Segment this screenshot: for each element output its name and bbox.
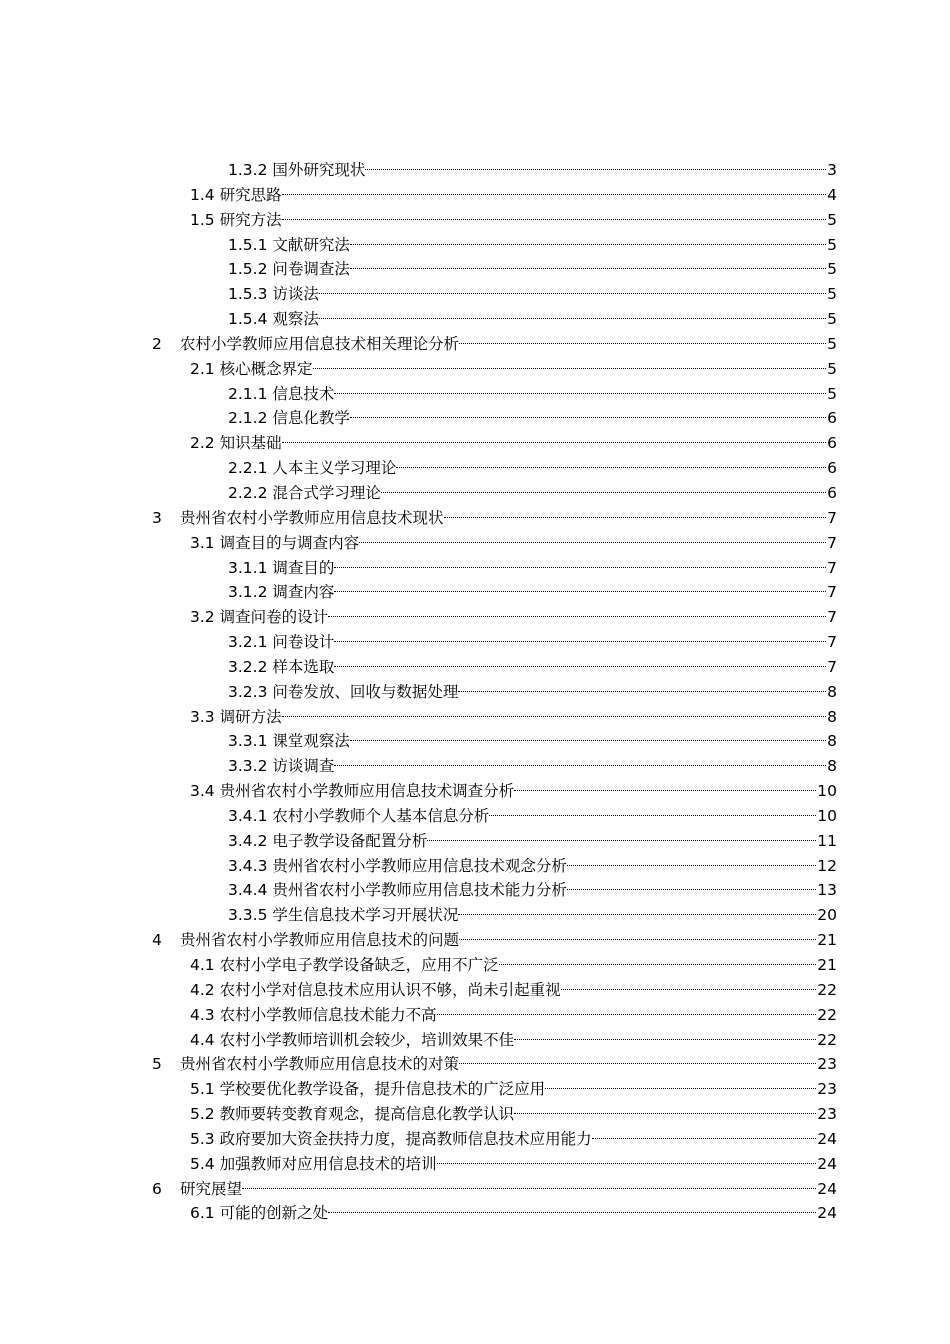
- dot-leader: [350, 740, 826, 741]
- toc-entry-line: [228, 307, 837, 332]
- toc-entry[interactable]: [0, 208, 950, 233]
- toc-entry[interactable]: [0, 953, 950, 978]
- toc-entry-title: 3.3 调研方法: [190, 707, 282, 726]
- toc-entry-line: [228, 233, 837, 258]
- toc-entry-line: [190, 183, 837, 208]
- toc-entry-line: [228, 655, 837, 680]
- toc-entry-line: [228, 829, 837, 854]
- toc-entry-line: [190, 1152, 837, 1177]
- toc-entry[interactable]: [0, 1028, 950, 1053]
- toc-page-number: 8: [827, 757, 837, 776]
- toc-entry-line: [228, 903, 837, 928]
- toc-page-number: 7: [827, 657, 837, 676]
- toc-entry-line: [228, 158, 837, 183]
- toc-page-number: 12: [817, 856, 837, 875]
- toc-entry-title: 2.2.1 人本主义学习理论: [228, 459, 397, 478]
- toc-entry-title: 5.2 教师要转变教育观念，提高信息化教学认识: [190, 1105, 515, 1124]
- dot-leader: [365, 169, 826, 170]
- toc-entry-title: 3.1 调查目的与调查内容: [190, 533, 360, 552]
- dot-leader: [459, 1063, 816, 1064]
- toc-page-number: 3: [827, 161, 837, 179]
- toc-chapter-number: 2: [152, 334, 162, 353]
- toc-entry[interactable]: [0, 705, 950, 730]
- dot-leader: [282, 194, 827, 195]
- toc-entry-title: 农村小学教师应用信息技术相关理论分析: [180, 334, 460, 353]
- toc-page-number: 24: [817, 1204, 837, 1223]
- toc-entry[interactable]: [0, 481, 950, 506]
- toc-entry-line: [228, 630, 837, 655]
- toc-entry-line: [228, 729, 837, 754]
- toc-page-number: 5: [827, 260, 837, 279]
- toc-entry[interactable]: [0, 1201, 950, 1226]
- toc-entry-title: 3.2 调查问卷的设计: [190, 608, 329, 627]
- toc-entry-title: 5.3 政府要加大资金扶持力度，提高教师信息技术应用能力: [190, 1129, 592, 1148]
- toc-entry-title: 2.2 知识基础: [190, 434, 282, 453]
- toc-page-number: 6: [827, 409, 837, 428]
- toc-entry-line: [190, 1201, 837, 1226]
- toc-entry-title: 4.2 农村小学对信息技术应用认识不够，尚未引起重视: [190, 980, 561, 999]
- toc-entry[interactable]: [0, 158, 950, 183]
- toc-chapter-number: 4: [152, 931, 162, 950]
- toc-entry-title: 贵州省农村小学教师应用信息技术现状: [180, 508, 444, 527]
- toc-entry-line: [190, 431, 837, 456]
- toc-entry-line: [180, 1177, 837, 1202]
- toc-entry-line: [228, 680, 837, 705]
- toc-entry[interactable]: [0, 903, 950, 928]
- toc-entry[interactable]: [0, 233, 950, 258]
- toc-entry[interactable]: [0, 1003, 950, 1028]
- dot-leader: [334, 393, 826, 394]
- toc-page-number: 23: [817, 1055, 837, 1074]
- toc-page-number: 8: [827, 707, 837, 726]
- toc-page-number: 21: [817, 956, 837, 974]
- toc-entry-title: 研究展望: [180, 1179, 243, 1198]
- toc-entry[interactable]: [0, 456, 950, 481]
- toc-entry[interactable]: [0, 1052, 950, 1077]
- toc-entry-title: 4.4 农村小学教师培训机会较少，培训效果不佳: [190, 1030, 515, 1049]
- dot-leader: [458, 914, 816, 915]
- toc-page-number: 5: [827, 210, 837, 229]
- toc-page-number: 7: [827, 508, 837, 527]
- dot-leader: [350, 244, 826, 245]
- toc-entry-line: [228, 382, 837, 407]
- toc-page-number: 24: [817, 1154, 837, 1173]
- toc-entry[interactable]: [0, 928, 950, 953]
- toc-entry-line: [190, 605, 837, 630]
- toc-entry-line: [180, 1052, 837, 1077]
- dot-leader: [396, 467, 826, 468]
- dot-leader: [319, 293, 826, 294]
- toc-entry-title: 2.1.1 信息技术: [228, 384, 335, 403]
- toc-entry-title: 3.1.2 调查内容: [228, 583, 335, 602]
- dot-leader: [567, 865, 816, 866]
- toc-entry-title: 5.4 加强教师对应用信息技术的培训: [190, 1154, 437, 1173]
- toc-entry[interactable]: [0, 531, 950, 556]
- toc-entry-line: [228, 282, 837, 307]
- toc-entry-title: 3.3.2 访谈调查: [228, 757, 335, 776]
- toc-page-number: 4: [827, 185, 837, 204]
- toc-entry-line: [190, 1028, 837, 1053]
- toc-page-number: 23: [817, 1105, 837, 1124]
- dot-leader: [592, 1138, 817, 1139]
- toc-entry[interactable]: [0, 1177, 950, 1202]
- toc-entry-title: 3.2.1 问卷设计: [228, 633, 335, 652]
- toc-entry-line: [180, 928, 837, 953]
- toc-chapter-number: 5: [152, 1055, 162, 1074]
- toc-entry[interactable]: [0, 630, 950, 655]
- toc-page-number: 7: [827, 533, 837, 552]
- toc-page-number: 5: [827, 310, 837, 329]
- toc-page-number: 6: [827, 459, 837, 478]
- toc-entry-title: 1.4 研究思路: [190, 185, 282, 204]
- toc-entry-line: [228, 481, 837, 506]
- toc-page-number: 23: [817, 1080, 837, 1099]
- toc-entry-line: [228, 456, 837, 481]
- toc-entry-line: [228, 804, 837, 829]
- dot-leader: [319, 318, 826, 319]
- toc-page-number: 22: [817, 1005, 837, 1024]
- toc-page-number: 7: [827, 558, 837, 577]
- toc-entry[interactable]: [0, 829, 950, 854]
- toc-entry[interactable]: [0, 257, 950, 282]
- toc-entry-title: 3.4.2 电子教学设备配置分析: [228, 831, 428, 850]
- dot-leader: [242, 1188, 816, 1189]
- toc-entry[interactable]: [0, 1102, 950, 1127]
- toc-page-number: 5: [827, 384, 837, 403]
- dot-leader: [313, 368, 827, 369]
- toc-entry-title: 2.2.2 混合式学习理论: [228, 483, 381, 502]
- dot-leader: [499, 964, 817, 965]
- toc-entry-line: [190, 1003, 837, 1028]
- toc-page-number: 7: [827, 608, 837, 627]
- toc-entry-line: [228, 556, 837, 581]
- toc-entry-title: 6.1 可能的创新之处: [190, 1204, 329, 1223]
- toc-entry-line: [190, 1077, 837, 1102]
- dot-leader: [459, 343, 826, 344]
- toc-entry-title: 4.1 农村小学电子教学设备缺乏，应用不广泛: [190, 956, 499, 974]
- dot-leader: [381, 492, 826, 493]
- dot-leader: [437, 1014, 817, 1015]
- toc-page-number: 8: [827, 732, 837, 751]
- toc-entry-title: 1.5.1 文献研究法: [228, 235, 350, 254]
- toc-entry-title: 3.3.1 课堂观察法: [228, 732, 350, 751]
- toc-entry-title: 5.1 学校要优化教学设备，提升信息技术的广泛应用: [190, 1080, 546, 1099]
- toc-entry[interactable]: [0, 804, 950, 829]
- dot-leader: [334, 591, 826, 592]
- toc-entry-line: [228, 257, 837, 282]
- toc-entry-title: 贵州省农村小学教师应用信息技术的对策: [180, 1055, 460, 1074]
- toc-entry[interactable]: [0, 506, 950, 531]
- toc-entry-title: 3.2.2 样本选取: [228, 657, 335, 676]
- toc-page-number: 22: [817, 1030, 837, 1049]
- toc-page-number: 20: [817, 906, 837, 925]
- toc-entry[interactable]: [0, 854, 950, 879]
- toc-entry-line: [228, 580, 837, 605]
- toc-entry-line: [190, 357, 837, 382]
- dot-leader: [561, 989, 817, 990]
- dot-leader: [282, 716, 827, 717]
- toc-entry[interactable]: [0, 580, 950, 605]
- toc-entry[interactable]: [0, 183, 950, 208]
- toc-entry-title: 4.3 农村小学教师信息技术能力不高: [190, 1005, 437, 1024]
- toc-entry[interactable]: [0, 431, 950, 456]
- dot-leader: [514, 1113, 816, 1114]
- dot-leader: [489, 815, 816, 816]
- dot-leader: [282, 219, 827, 220]
- toc-entry[interactable]: [0, 680, 950, 705]
- toc-entry-title: 3.4.4 贵州省农村小学教师应用信息技术能力分析: [228, 881, 567, 900]
- toc-entry-line: [228, 854, 837, 879]
- dot-leader: [350, 268, 826, 269]
- dot-leader: [334, 641, 826, 642]
- dot-leader: [334, 666, 826, 667]
- dot-leader: [437, 1163, 817, 1164]
- toc-page-number: 5: [827, 334, 837, 353]
- toc-page-number: 6: [827, 434, 837, 453]
- toc-entry-title: 3.4.3 贵州省农村小学教师应用信息技术观念分析: [228, 856, 567, 875]
- toc-entry-title: 1.5.3 访谈法: [228, 285, 319, 304]
- toc-entry[interactable]: [0, 382, 950, 407]
- toc-page-number: 22: [817, 980, 837, 999]
- toc-entry-line: [190, 953, 837, 978]
- toc-entry-line: [228, 878, 837, 903]
- toc-entry-title: 3.4.1 农村小学教师个人基本信息分析: [228, 806, 490, 825]
- toc-entry-line: [228, 754, 837, 779]
- toc-page-number: 5: [827, 285, 837, 304]
- toc-entry[interactable]: [0, 556, 950, 581]
- toc-chapter-number: 3: [152, 508, 162, 527]
- dot-leader: [458, 691, 826, 692]
- toc-page-number: 6: [827, 483, 837, 502]
- dot-leader: [282, 442, 827, 443]
- toc-entry-title: 1.3.2 国外研究现状: [228, 161, 366, 179]
- toc-entry-title: 2.1.2 信息化教学: [228, 409, 350, 428]
- toc-page-number: 5: [827, 235, 837, 254]
- dot-leader: [444, 517, 827, 518]
- toc-entry-line: [180, 332, 837, 357]
- toc-page-number: 21: [817, 931, 837, 950]
- dot-leader: [328, 1212, 816, 1213]
- toc-entry[interactable]: [0, 754, 950, 779]
- toc-entry-title: 3.3.5 学生信息技术学习开展状况: [228, 906, 459, 925]
- toc-entry-title: 3.2.3 问卷发放、回收与数据处理: [228, 682, 459, 701]
- toc-page-number: 7: [827, 583, 837, 602]
- toc-entry-title: 1.5.4 观察法: [228, 310, 319, 329]
- toc-entry[interactable]: [0, 357, 950, 382]
- dot-leader: [514, 1039, 816, 1040]
- toc-entry-title: 1.5.2 问卷调查法: [228, 260, 350, 279]
- dot-leader: [334, 765, 826, 766]
- dot-leader: [334, 567, 826, 568]
- toc-entry[interactable]: [0, 729, 950, 754]
- toc-entry-title: 贵州省农村小学教师应用信息技术的问题: [180, 931, 460, 950]
- toc-entry-title: 3.4 贵州省农村小学教师应用信息技术调查分析: [190, 782, 515, 801]
- toc-entry-line: [190, 978, 837, 1003]
- toc-page-number: 7: [827, 633, 837, 652]
- toc-entry-line: [190, 531, 837, 556]
- toc-entry-line: [228, 406, 837, 431]
- toc-entry[interactable]: [0, 307, 950, 332]
- dot-leader: [514, 790, 816, 791]
- toc-page-number: 8: [827, 682, 837, 701]
- toc-page-number: 10: [817, 806, 837, 825]
- toc-entry[interactable]: [0, 1152, 950, 1177]
- toc-entry[interactable]: [0, 332, 950, 357]
- toc-page-number: 11: [817, 831, 837, 850]
- toc-entry-line: [190, 1127, 837, 1152]
- toc-entry-line: [190, 208, 837, 233]
- dot-leader: [328, 616, 826, 617]
- toc-chapter-number: 6: [152, 1179, 162, 1198]
- toc-entry[interactable]: [0, 1127, 950, 1152]
- toc-entry[interactable]: [0, 779, 950, 804]
- toc-entry-line: [190, 705, 837, 730]
- toc-page-number: 24: [817, 1179, 837, 1198]
- toc-entry[interactable]: [0, 406, 950, 431]
- dot-leader: [567, 889, 816, 890]
- dot-leader: [545, 1088, 816, 1089]
- toc-page-number: 13: [817, 881, 837, 900]
- toc-page-number: 24: [817, 1129, 837, 1148]
- toc-entry-line: [190, 779, 837, 804]
- toc-entry[interactable]: [0, 878, 950, 903]
- toc-page-number: 10: [817, 782, 837, 801]
- toc-entry-line: [180, 506, 837, 531]
- table-of-contents: [0, 158, 950, 1226]
- dot-leader: [459, 939, 816, 940]
- toc-entry[interactable]: [0, 978, 950, 1003]
- toc-entry-line: [190, 1102, 837, 1127]
- toc-entry[interactable]: [0, 1077, 950, 1102]
- dot-leader: [427, 840, 816, 841]
- toc-entry-title: 3.1.1 调查目的: [228, 558, 335, 577]
- toc-entry[interactable]: [0, 605, 950, 630]
- toc-entry-title: 1.5 研究方法: [190, 210, 282, 229]
- toc-entry[interactable]: [0, 282, 950, 307]
- toc-page-number: 5: [827, 359, 837, 378]
- dot-leader: [350, 417, 826, 418]
- toc-entry-title: 2.1 核心概念界定: [190, 359, 313, 378]
- toc-entry[interactable]: [0, 655, 950, 680]
- dot-leader: [359, 542, 826, 543]
